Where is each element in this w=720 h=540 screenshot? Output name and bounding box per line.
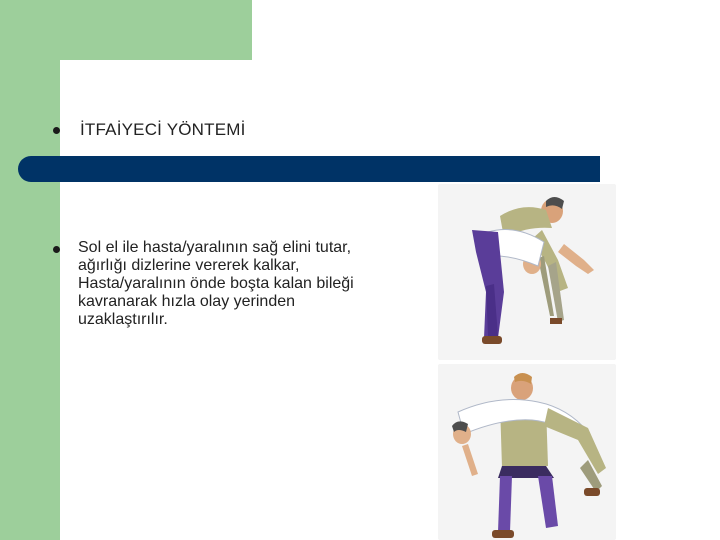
firefighter-lift-illustration bbox=[438, 184, 616, 360]
left-green-band bbox=[0, 0, 60, 540]
bullet-dot bbox=[53, 127, 60, 134]
bullet-dot bbox=[53, 246, 60, 253]
slide-body-text: Sol el ile hasta/yaralının sağ elini tutar, ağırlığı dizlerine vererek kalkar, Hasta/yaralının önde boşta kalan bileği kavranarak hızla olay yerinden uzaklaştırılır. bbox=[78, 239, 354, 328]
title-divider-bar bbox=[18, 156, 600, 182]
firemans-carry-illustration bbox=[438, 364, 616, 540]
top-green-band bbox=[0, 0, 252, 60]
slide-title: İTFAİYECİ YÖNTEMİ bbox=[80, 120, 246, 139]
